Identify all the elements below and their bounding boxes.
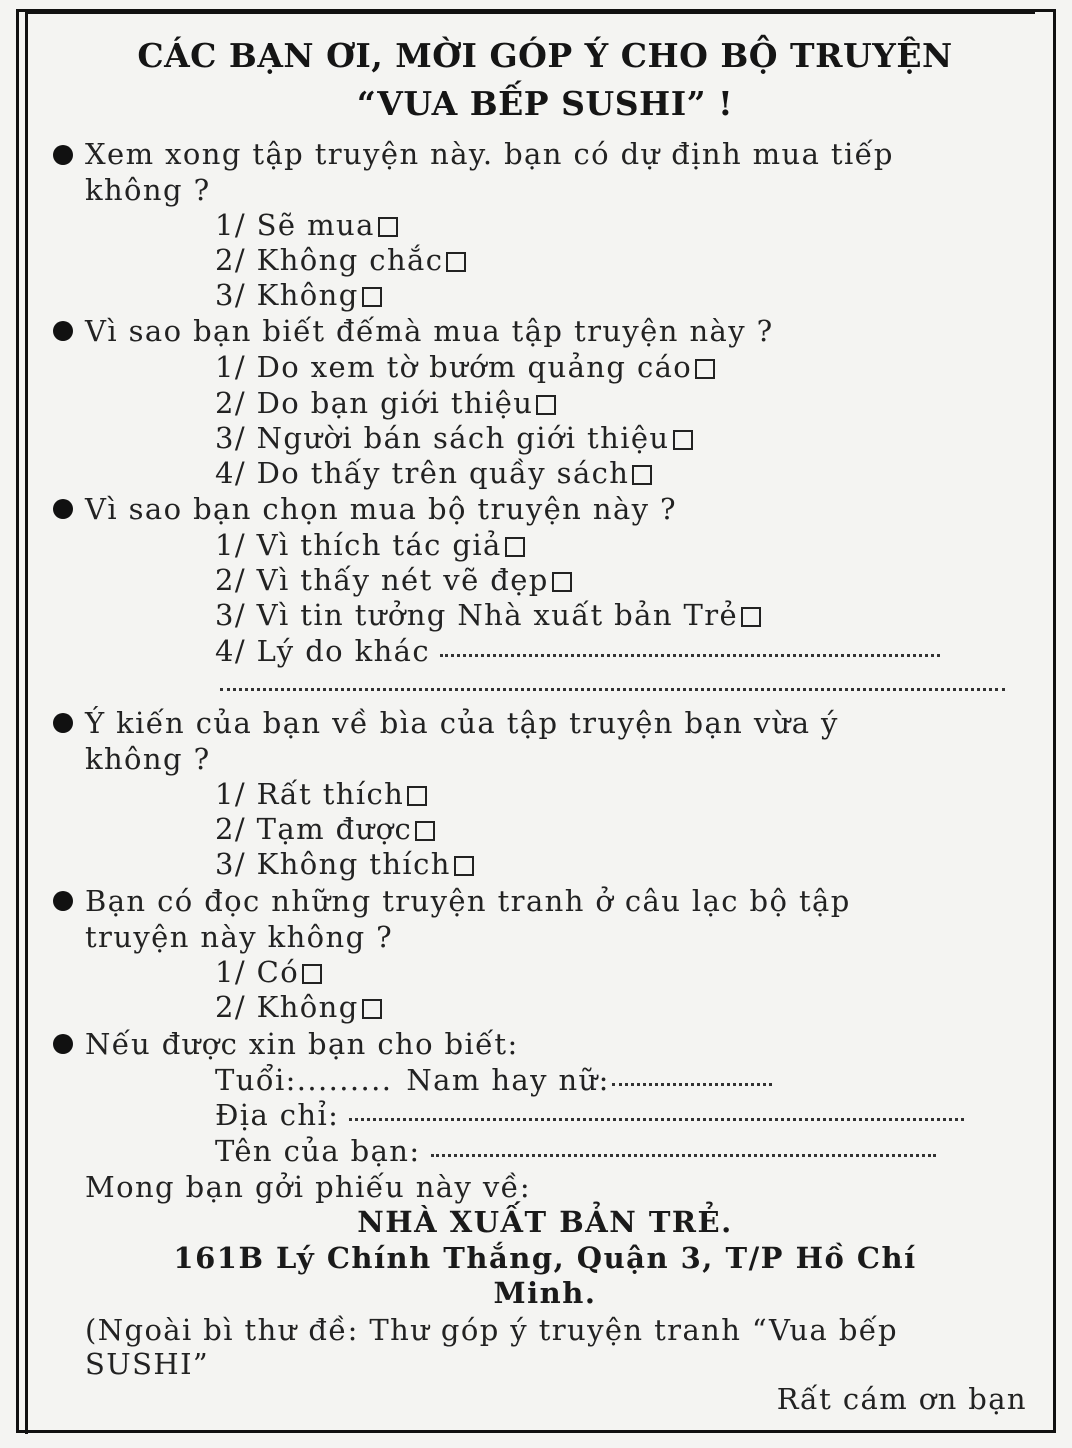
envelope-note-line2: SUSHI” — [85, 1347, 210, 1381]
q4-option-2[interactable]: 2/ Tạm được — [215, 812, 435, 846]
checkbox[interactable] — [552, 572, 572, 592]
publisher-address-line1: 161B Lý Chính Thắng, Quận 3, T/P Hồ Chí — [173, 1241, 917, 1275]
checkbox[interactable] — [505, 537, 525, 557]
question-6: Nếu được xin bạn cho biết: — [85, 1027, 519, 1061]
other-reason-field-2[interactable] — [220, 688, 1005, 691]
q5-option-1[interactable]: 1/ Có — [215, 955, 322, 989]
send-instruction: Mong bạn gởi phiếu này về: — [85, 1170, 532, 1204]
question-3: Vì sao bạn chọn mua bộ truyện này ? — [85, 492, 677, 526]
address-field[interactable] — [349, 1118, 964, 1121]
q1-option-3[interactable]: 3/ Không — [215, 278, 382, 312]
name-label: Tên của bạn: — [215, 1134, 421, 1168]
thank-you: Rất cám ơn bạn — [776, 1382, 1027, 1416]
bullet-icon — [53, 145, 73, 165]
checkbox[interactable] — [362, 287, 382, 307]
checkbox[interactable] — [415, 821, 435, 841]
age-label: Tuổi:......... — [215, 1063, 393, 1097]
question-1: Xem xong tập truyện này. bạn có dự định mua tiếp — [85, 137, 894, 171]
q3-option-3[interactable]: 3/ Vì tin tưởng Nhà xuất bản Trẻ — [215, 598, 761, 632]
q1-option-2[interactable]: 2/ Không chắc — [215, 243, 466, 277]
question-5-cont: truyện này không ? — [85, 920, 394, 954]
bullet-icon — [53, 891, 73, 911]
form-title-line2: “VUA BẾP SUSHI” ! — [356, 84, 734, 123]
address-label: Địa chỉ: — [215, 1098, 340, 1132]
q4-option-3[interactable]: 3/ Không thích — [215, 847, 474, 881]
question-1-cont: không ? — [85, 173, 211, 207]
checkbox[interactable] — [407, 786, 427, 806]
question-4-cont: không ? — [85, 742, 211, 776]
bullet-icon — [53, 713, 73, 733]
q4-option-1[interactable]: 1/ Rất thích — [215, 777, 427, 811]
name-field[interactable] — [431, 1154, 936, 1157]
question-4: Ý kiến của bạn về bìa của tập truyện bạn vừa ý — [85, 706, 839, 740]
checkbox[interactable] — [632, 465, 652, 485]
form-title-line1: CÁC BẠN ƠI, MỜI GÓP Ý CHO BỘ TRUYỆN — [137, 36, 953, 75]
bullet-icon — [53, 1034, 73, 1054]
checkbox[interactable] — [536, 395, 556, 415]
gender-label: Nam hay nữ: — [406, 1063, 610, 1097]
q2-option-3[interactable]: 3/ Người bán sách giới thiệu — [215, 421, 693, 455]
other-reason-field[interactable] — [440, 654, 940, 657]
gender-field[interactable] — [612, 1083, 772, 1086]
publisher-name: NHÀ XUẤT BẢN TRẺ. — [357, 1205, 733, 1239]
q3-option-2[interactable]: 2/ Vì thấy nét vẽ đẹp — [215, 563, 572, 597]
question-2: Vì sao bạn biết đếmà mua tập truyện này ? — [85, 314, 774, 348]
publisher-address-line2: Minh. — [493, 1276, 597, 1310]
checkbox[interactable] — [302, 964, 322, 984]
bullet-icon — [53, 321, 73, 341]
age-gender-row[interactable] — [215, 1063, 772, 1097]
envelope-note-line1: (Ngoài bì thư đề: Thư góp ý truyện tranh “Vua bếp — [85, 1313, 898, 1347]
q3-other-line2[interactable] — [215, 668, 1005, 702]
q3-option-1[interactable]: 1/ Vì thích tác giả — [215, 528, 525, 562]
question-5: Bạn có đọc những truyện tranh ở câu lạc bộ tập — [85, 884, 851, 918]
checkbox[interactable] — [446, 252, 466, 272]
q2-option-4[interactable]: 4/ Do thấy trên quầy sách — [215, 456, 652, 490]
q2-option-2[interactable]: 2/ Do bạn giới thiệu — [215, 386, 556, 420]
name-row[interactable] — [215, 1134, 936, 1168]
checkbox[interactable] — [741, 607, 761, 627]
checkbox[interactable] — [378, 217, 398, 237]
q3-option-other[interactable]: 4/ Lý do khác — [215, 634, 940, 668]
checkbox[interactable] — [454, 856, 474, 876]
checkbox[interactable] — [362, 999, 382, 1019]
checkbox[interactable] — [673, 430, 693, 450]
q2-option-1[interactable]: 1/ Do xem tờ bướm quảng cáo — [215, 350, 715, 384]
q1-option-1[interactable]: 1/ Sẽ mua — [215, 208, 398, 242]
q5-option-2[interactable]: 2/ Không — [215, 990, 382, 1024]
address-row[interactable] — [215, 1098, 964, 1132]
bullet-icon — [53, 499, 73, 519]
checkbox[interactable] — [695, 359, 715, 379]
